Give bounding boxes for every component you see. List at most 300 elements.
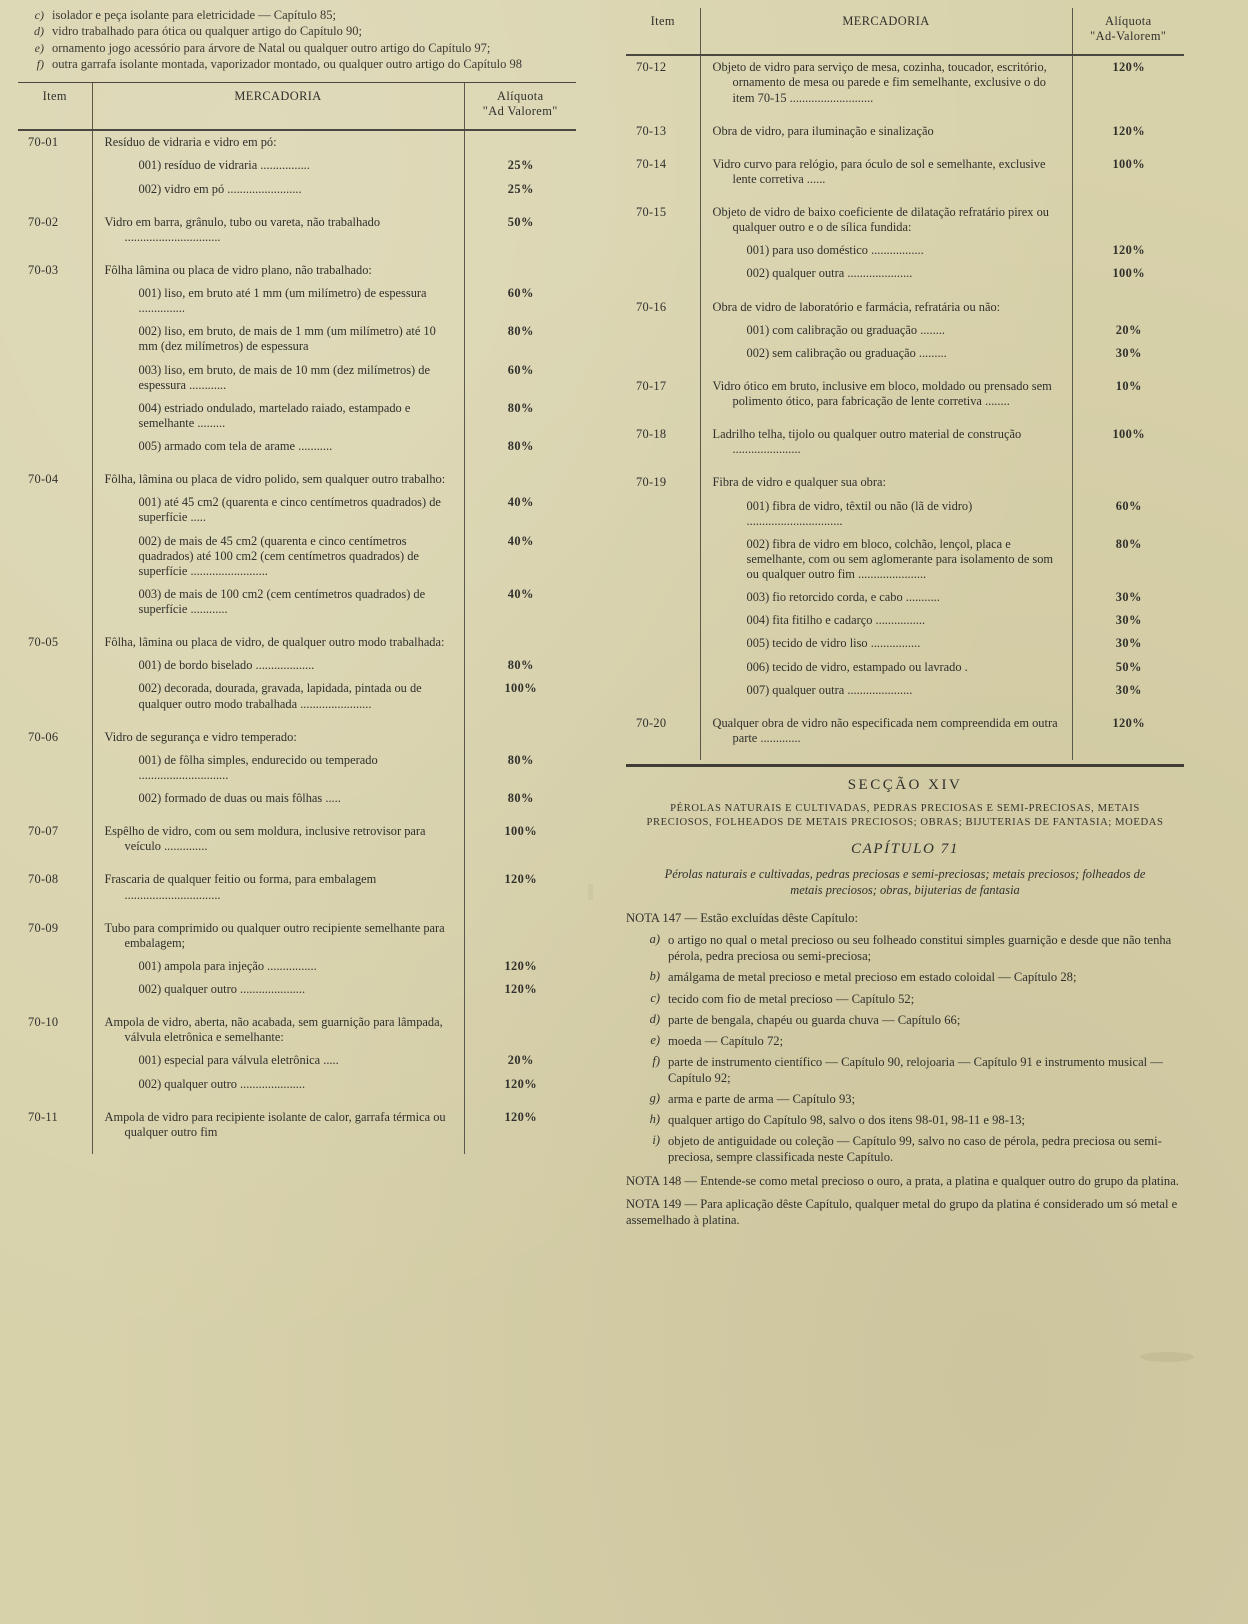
subrow-description [700, 632, 1072, 655]
row-description [92, 468, 464, 491]
row-spacer [626, 191, 1184, 201]
lead-item-letter: c) [34, 8, 44, 22]
row-description-main: Fôlha lâmina ou placa de vidro plano, não trabalhado: [104, 262, 372, 277]
subrow-spacer [18, 282, 92, 320]
column-header-item: Item [18, 83, 92, 130]
subrow-spacer [18, 530, 92, 583]
table-row [18, 917, 576, 955]
note-item-text: tecido com fio de metal precioso — Capítulo 52; [668, 991, 915, 1006]
row-item-code: 70-13 [636, 123, 667, 138]
table-row [18, 726, 576, 749]
subrow-description [92, 677, 464, 715]
subrow-description [700, 533, 1072, 586]
subrow-rate: 80% [507, 439, 534, 453]
row-item-code: 70-15 [636, 205, 667, 219]
note-item [626, 991, 1184, 1007]
subrow-description [92, 530, 464, 583]
right-tariff-table [626, 8, 1184, 760]
lead-item [18, 24, 576, 39]
note-item-letter: g) [649, 1091, 660, 1106]
subrow-rate: 30% [1115, 345, 1142, 360]
note-item [626, 1033, 1184, 1049]
table-subrow [626, 609, 1184, 632]
lead-item-letter: f) [36, 56, 44, 71]
section-divider [626, 764, 1184, 767]
subrow-description [700, 656, 1072, 679]
row-description [700, 201, 1072, 239]
subrow-rate: 80% [507, 791, 534, 805]
row-item-code: 70-17 [636, 378, 667, 393]
subrow-description [92, 787, 464, 810]
aliquota-label-bottom: "Ad Valorem" [482, 104, 558, 119]
row-rate: 100% [1112, 427, 1146, 442]
subrow-spacer [626, 262, 700, 285]
subrow-spacer [626, 679, 700, 702]
row-spacer [626, 702, 1184, 712]
table-subrow [626, 656, 1184, 679]
subrow-spacer [18, 677, 92, 715]
row-description-main: Fôlha, lâmina ou placa de vidro polido, sem qualquer outro trabalho: [104, 472, 446, 487]
row-description [92, 820, 464, 858]
note-item-text: parte de instrumento científico — Capítulo 90, relojoaria — Capítulo 91 e instrumento musical — Capítulo 92; [668, 1054, 1163, 1085]
subrow-description-text: 001) para uso doméstico ................. [746, 243, 924, 258]
row-spacer [626, 365, 1184, 375]
row-description-main: Tubo para comprimido ou qualquer outro recipiente semelhante para embalagem; [104, 920, 445, 950]
aliquota-label-bottom: "Ad-Valorem" [1090, 29, 1167, 44]
row-spacer [18, 1096, 576, 1106]
right-column [616, 0, 1194, 1624]
row-rate: 10% [1115, 378, 1142, 393]
table-subrow [626, 533, 1184, 586]
table-subrow [18, 583, 576, 621]
note-item-letter: c) [650, 990, 660, 1005]
chapter-title: CAPÍTULO 71 [850, 840, 960, 857]
subrow-rate: 25% [507, 181, 534, 196]
row-description [700, 296, 1072, 319]
left-lead-list [18, 8, 576, 72]
column-header-item: Item [626, 8, 700, 55]
row-item-code: 70-14 [636, 156, 667, 171]
row-item-code: 70-03 [28, 262, 59, 277]
subrow-description-text: 004) estriado ondulado, martelado raiado, estampado e semelhante ......... [138, 400, 411, 430]
subrow-description-text: 001) especial para válvula eletrônica ..... [138, 1053, 339, 1068]
section-title: SECÇÃO XIV [847, 777, 963, 793]
subrow-spacer [18, 320, 92, 358]
row-rate [1072, 296, 1184, 319]
table-row [626, 471, 1184, 494]
row-item-code: 70-02 [28, 214, 59, 229]
subrow-description [92, 282, 464, 320]
subrow-description-text: 002) formado de duas ou mais fôlhas ..... [138, 791, 341, 805]
table-row [18, 1011, 576, 1049]
row-description [700, 375, 1072, 413]
table-subrow [18, 397, 576, 435]
subrow-description-text: 001) liso, em bruto até 1 mm (um milímetro) de espessura ............... [138, 286, 427, 316]
note-item-text: moeda — Capítulo 72; [668, 1033, 784, 1048]
subrow-rate: 80% [507, 400, 534, 415]
subrow-description [92, 654, 464, 677]
row-spacer [18, 458, 576, 468]
table-row [18, 130, 576, 154]
subrow-spacer [626, 495, 700, 533]
lead-item [18, 41, 576, 56]
row-rate [464, 259, 576, 282]
table-subrow [18, 955, 576, 978]
note-item-letter: h) [649, 1112, 660, 1127]
row-spacer [18, 1001, 576, 1011]
subrow-description-text: 003) de mais de 100 cm2 (cem centímetros quadrados) de superfície ............ [138, 586, 426, 616]
row-description [92, 130, 464, 154]
row-description-main: Vidro de segurança e vidro temperado: [104, 729, 297, 744]
note-149: NOTA 149 — Para aplicação dêste Capítulo, qualquer metal do grupo da platina é considerado um só metal e assemelhado à platina. [626, 1196, 1178, 1228]
subrow-description [700, 239, 1072, 262]
row-rate: 50% [507, 214, 534, 229]
subrow-spacer [18, 359, 92, 397]
subrow-rate: 40% [507, 586, 534, 601]
subrow-spacer [18, 583, 92, 621]
row-description-main: Espêlho de vidro, com ou sem moldura, inclusive retrovisor para veículo .............. [104, 824, 426, 854]
subrow-description [92, 583, 464, 621]
column-header-aliquota [1072, 8, 1184, 55]
note-item-letter: e) [650, 1032, 660, 1047]
subrow-description-text: 001) fibra de vidro, têxtil ou não (lã de vidro) ............................... [746, 498, 973, 528]
table-row [18, 468, 576, 491]
table-subrow [18, 530, 576, 583]
subrow-description-text: 002) liso, em bruto, de mais de 1 mm (um milímetro) até 10 mm (dez milímetros) de espessura [138, 324, 436, 354]
subrow-description [92, 749, 464, 787]
row-description-main: Resíduo de vidraria e vidro em pó: [104, 135, 277, 150]
subrow-description [92, 435, 464, 458]
subrow-description-text: 002) fibra de vidro em bloco, colchão, lençol, placa e semelhante, com ou sem aglomerante para isolamento de som ou qualquer outro fim ...................... [746, 536, 1054, 581]
subrow-rate: 60% [507, 362, 534, 377]
subrow-rate: 60% [1115, 498, 1142, 513]
row-description-main: Vidro curvo para relógio, para óculo de sol e semelhante, exclusive lente corretiva ...... [712, 156, 1046, 186]
subrow-rate: 40% [507, 533, 534, 548]
subrow-description-text: 002) vidro em pó ........................ [138, 181, 302, 196]
table-subrow [18, 154, 576, 177]
row-description-main: Frascaria de qualquer feitio ou forma, para embalagem ............................... [104, 872, 377, 902]
subrow-description-text: 002) de mais de 45 cm2 (quarenta e cinco centímetros quadrados) até 100 cm2 (cem centímetros quadrados) de superfície ......................... [138, 533, 419, 578]
lead-item-letter: d) [34, 24, 44, 39]
lead-item-text: vidro trabalhado para ótica ou qualquer artigo do Capítulo 90; [52, 24, 362, 39]
subrow-rate: 100% [1112, 266, 1146, 281]
subrow-rate: 30% [1115, 636, 1142, 651]
subrow-rate: 80% [507, 658, 534, 673]
subrow-spacer [18, 654, 92, 677]
row-rate [464, 917, 576, 955]
subrow-description-text: 001) de bordo biselado ................... [138, 658, 315, 673]
row-spacer [18, 249, 576, 259]
note-item [626, 1012, 1184, 1028]
row-description [92, 211, 464, 249]
subrow-spacer [18, 491, 92, 529]
subrow-rate: 120% [504, 1076, 538, 1091]
table-row [18, 211, 576, 249]
row-description-main: Objeto de vidro de baixo coeficiente de dilatação refratário pirex ou qualquer outro e o de sílica fundida: [712, 205, 1049, 235]
subrow-spacer [626, 586, 700, 609]
subrow-rate: 25% [507, 158, 534, 173]
subrow-spacer [626, 239, 700, 262]
note-item [626, 1133, 1184, 1165]
table-subrow [18, 787, 576, 810]
row-item-code: 70-04 [28, 472, 59, 487]
subrow-description-text: 002) qualquer outro ..................... [138, 1076, 306, 1091]
table-subrow [18, 178, 576, 201]
note-item-text: objeto de antiguidade ou coleção — Capítulo 99, salvo no caso de pérola, pedra preciosa ou semi-preciosa, sempre classificada neste Capítulo. [668, 1134, 1162, 1165]
subrow-description-text: 004) fita fitilho e cadarço ................ [746, 613, 926, 628]
table-subrow [626, 632, 1184, 655]
table-subrow [18, 978, 576, 1001]
subrow-spacer [626, 319, 700, 342]
row-item-code: 70-10 [28, 1015, 59, 1030]
table-row [18, 868, 576, 906]
subrow-description [92, 359, 464, 397]
subrow-spacer [18, 1073, 92, 1096]
row-description [700, 153, 1072, 191]
table-row [626, 55, 1184, 109]
subrow-description-text: 001) de fôlha simples, endurecido ou temperado ............................. [138, 752, 378, 782]
subrow-description [92, 978, 464, 1001]
table-subrow [18, 749, 576, 787]
row-spacer [626, 143, 1184, 153]
table-subrow [626, 262, 1184, 285]
note-item [626, 1112, 1184, 1128]
row-description-main: Qualquer obra de vidro não especificada nem compreendida em outra parte ............. [712, 715, 1058, 745]
column-header-mercadoria: MERCADORIA [92, 83, 464, 130]
subrow-description-text: 001) com calibração ou graduação ........ [746, 322, 946, 337]
row-item-code: 70-01 [28, 135, 59, 150]
row-rate [1072, 471, 1184, 494]
row-description-main: Vidro ótico em bruto, inclusive em bloco, moldado ou prensado sem polimento ótico, para fabricação de lente corretiva ........ [712, 378, 1052, 408]
subrow-spacer [626, 656, 700, 679]
subrow-description-text: 002) sem calibração ou graduação ......... [746, 345, 947, 360]
row-spacer [18, 858, 576, 868]
table-subrow [18, 282, 576, 320]
row-item-code: 70-06 [28, 729, 59, 744]
subrow-description [700, 609, 1072, 632]
note-item-letter: f) [652, 1053, 660, 1068]
row-rate [464, 130, 576, 154]
subrow-rate: 50% [1115, 659, 1142, 674]
subrow-spacer [18, 1049, 92, 1072]
row-spacer [18, 716, 576, 726]
subrow-description [92, 955, 464, 978]
table-subrow [18, 359, 576, 397]
table-subrow [626, 679, 1184, 702]
table-subrow [626, 495, 1184, 533]
note-item-letter: b) [649, 969, 660, 984]
table-row [626, 120, 1184, 143]
row-spacer [18, 907, 576, 917]
subrow-description-text: 005) tecido de vidro liso ................ [746, 636, 921, 651]
table-row [18, 259, 576, 282]
table-subrow [626, 342, 1184, 365]
subrow-spacer [626, 632, 700, 655]
note-item-text: qualquer artigo do Capítulo 98, salvo o dos itens 98-01, 98-11 e 98-13; [668, 1113, 1026, 1128]
table-subrow [18, 677, 576, 715]
row-description-main: Vidro em barra, grânulo, tubo ou vareta, não trabalhado ............................... [104, 214, 381, 244]
subrow-description-text: 002) qualquer outro ..................... [138, 982, 306, 996]
row-rate [1072, 201, 1184, 239]
lead-item [18, 57, 576, 72]
subrow-spacer [18, 787, 92, 810]
subrow-rate: 40% [507, 495, 534, 510]
row-item-code: 70-07 [28, 824, 59, 839]
row-spacer [626, 461, 1184, 471]
row-spacer [626, 413, 1184, 423]
row-item-code: 70-11 [28, 1109, 58, 1124]
row-description [700, 471, 1072, 494]
table-row [18, 631, 576, 654]
subrow-rate: 100% [504, 681, 538, 696]
note-item-text: amálgama de metal precioso e metal precioso em estado coloidal — Capítulo 28; [668, 970, 1077, 985]
subrow-description [92, 491, 464, 529]
lead-item-letter: e) [34, 40, 44, 55]
subrow-rate: 80% [507, 752, 534, 767]
note-148: NOTA 148 — Entende-se como metal precioso o ouro, a prata, a platina e qualquer outro do grupo da platina. [626, 1173, 1179, 1188]
subrow-description-text: 002) qualquer outra ..................... [746, 266, 913, 281]
subrow-rate: 80% [1115, 536, 1142, 551]
subrow-description [92, 397, 464, 435]
note-147-intro: NOTA 147 — Estão excluídas dêste Capítulo: [626, 910, 858, 925]
note-item-text: parte de bengala, chapéu ou guarda chuva — Capítulo 66; [668, 1012, 961, 1027]
table-subrow [626, 319, 1184, 342]
subrow-rate: 30% [1115, 613, 1142, 628]
table-subrow [18, 320, 576, 358]
subrow-rate: 120% [504, 982, 538, 996]
page-artifact [588, 884, 593, 900]
row-description [92, 1011, 464, 1049]
table-row [626, 712, 1184, 750]
row-item-code: 70-09 [28, 920, 59, 935]
row-item-code: 70-05 [28, 635, 59, 650]
row-rate [464, 631, 576, 654]
row-description [92, 259, 464, 282]
row-description [700, 712, 1072, 750]
subrow-spacer [626, 609, 700, 632]
subrow-rate: 20% [507, 1053, 534, 1068]
note-item-letter: i) [652, 1133, 660, 1148]
table-subrow [18, 435, 576, 458]
row-item-code: 70-16 [636, 299, 667, 314]
subrow-description-text: 005) armado com tela de arame ........... [138, 439, 333, 453]
note-item [626, 969, 1184, 985]
subrow-spacer [626, 342, 700, 365]
lead-item-text: ornamento jogo acessório para árvore de Natal ou qualquer outro artigo do Capítulo 97; [52, 40, 491, 55]
subrow-rate: 20% [1115, 322, 1142, 337]
row-rate: 120% [1112, 123, 1146, 138]
row-description-main: Ampola de vidro, aberta, não acabada, sem guarnição para lâmpada, válvula eletrônica e semelhante: [104, 1015, 443, 1045]
row-rate: 100% [1112, 156, 1146, 171]
subrow-description [700, 495, 1072, 533]
subrow-description-text: 001) resíduo de vidraria ................ [138, 158, 310, 173]
row-description [92, 726, 464, 749]
table-subrow [18, 654, 576, 677]
subrow-description [700, 586, 1072, 609]
subrow-description [92, 320, 464, 358]
table-row [18, 820, 576, 858]
subrow-description [700, 342, 1072, 365]
chapter-subtitle: Pérolas naturais e cultivadas, pedras preciosas e semi-preciosas; metais preciosos; folheados de metais preciosos; obras, bijuterias de fantasia [664, 866, 1146, 897]
subrow-description-text: 001) ampola para injeção ................ [138, 958, 317, 973]
row-rate: 100% [504, 824, 538, 839]
row-spacer [18, 621, 576, 631]
row-rate: 120% [1112, 715, 1146, 730]
row-spacer [18, 810, 576, 820]
left-tariff-table [18, 83, 576, 1154]
subrow-rate: 30% [1115, 590, 1142, 605]
subrow-spacer [18, 435, 92, 458]
row-description [700, 55, 1072, 109]
subrow-description-text: 006) tecido de vidro, estampado ou lavrado . [746, 659, 968, 674]
subrow-description-text: 001) até 45 cm2 (quarenta e cinco centímetros quadrados) de superfície ..... [138, 495, 441, 525]
left-column [8, 0, 586, 1624]
row-item-code: 70-20 [636, 715, 667, 730]
subrow-description [92, 1073, 464, 1096]
row-rate [464, 1011, 576, 1049]
note-item [626, 1054, 1184, 1086]
row-item-code: 70-18 [636, 427, 667, 442]
subrow-spacer [18, 397, 92, 435]
row-spacer [18, 1144, 576, 1154]
subrow-spacer [18, 978, 92, 1001]
lead-item [18, 8, 576, 23]
row-description-main: Obra de vidro de laboratório e farmácia, refratária ou não: [712, 299, 1001, 314]
note-item-letter: a) [649, 932, 660, 947]
row-spacer [626, 110, 1184, 120]
column-header-mercadoria: MERCADORIA [700, 8, 1072, 55]
row-description-main: Ladrilho telha, tijolo ou qualquer outro material de construção ...................... [712, 427, 1022, 457]
aliquota-label-top: Alíquota [496, 89, 544, 103]
subrow-description [92, 178, 464, 201]
subrow-rate: 120% [504, 958, 538, 973]
subrow-rate: 80% [507, 324, 534, 339]
subrow-rate: 120% [1112, 243, 1146, 258]
row-description-main: Fôlha, lâmina ou placa de vidro, de qualquer outro modo trabalhada: [104, 635, 445, 650]
aliquota-label-top: Alíquota [1104, 14, 1152, 28]
note-item-text: arma e parte de arma — Capítulo 93; [668, 1092, 856, 1107]
note-item-text: o artigo no qual o metal precioso ou seu folheado constitui simples guarnição e desde que não tenha pérola, pedra preciosa ou semi-preciosa; [668, 933, 1172, 964]
subrow-description [700, 319, 1072, 342]
row-description-main: Fibra de vidro e qualquer sua obra: [712, 475, 886, 490]
row-description [700, 423, 1072, 461]
row-spacer [18, 201, 576, 211]
table-subrow [18, 491, 576, 529]
row-description-main: Ampola de vidro para recipiente isolante de calor, garrafa térmica ou qualquer outro fim [104, 1109, 446, 1139]
row-rate: 120% [1112, 60, 1146, 75]
row-description-main: Objeto de vidro para serviço de mesa, cozinha, toucador, escritório, ornamento de mesa ou parede e fim semelhante, exclusive o do item 70-15 ........................... [712, 60, 1047, 105]
table-row [626, 153, 1184, 191]
subrow-spacer [626, 533, 700, 586]
subrow-spacer [18, 154, 92, 177]
table-row [626, 375, 1184, 413]
subrow-spacer [18, 955, 92, 978]
subrow-description-text: 003) liso, em bruto, de mais de 10 mm (dez milímetros) de espessura ............ [138, 362, 430, 392]
subrow-description [700, 262, 1072, 285]
table-row [626, 201, 1184, 239]
subrow-spacer [18, 178, 92, 201]
row-description [92, 917, 464, 955]
section-subtitle: PÉROLAS NATURAIS E CULTIVADAS, PEDRAS PRECIOSAS E SEMI-PRECIOSAS, METAIS PRECIOSOS, FOLHEADOS DE METAIS PRECIOSOS; OBRAS; BIJUTERIAS DE FANTASIA; MOEDAS [646, 803, 1164, 829]
row-spacer [626, 286, 1184, 296]
table-subrow [626, 239, 1184, 262]
row-description [92, 1106, 464, 1144]
subrow-description [92, 1049, 464, 1072]
subrow-description [700, 679, 1072, 702]
table-subrow [626, 586, 1184, 609]
table-row [18, 1106, 576, 1144]
subrow-rate: 30% [1115, 682, 1142, 697]
